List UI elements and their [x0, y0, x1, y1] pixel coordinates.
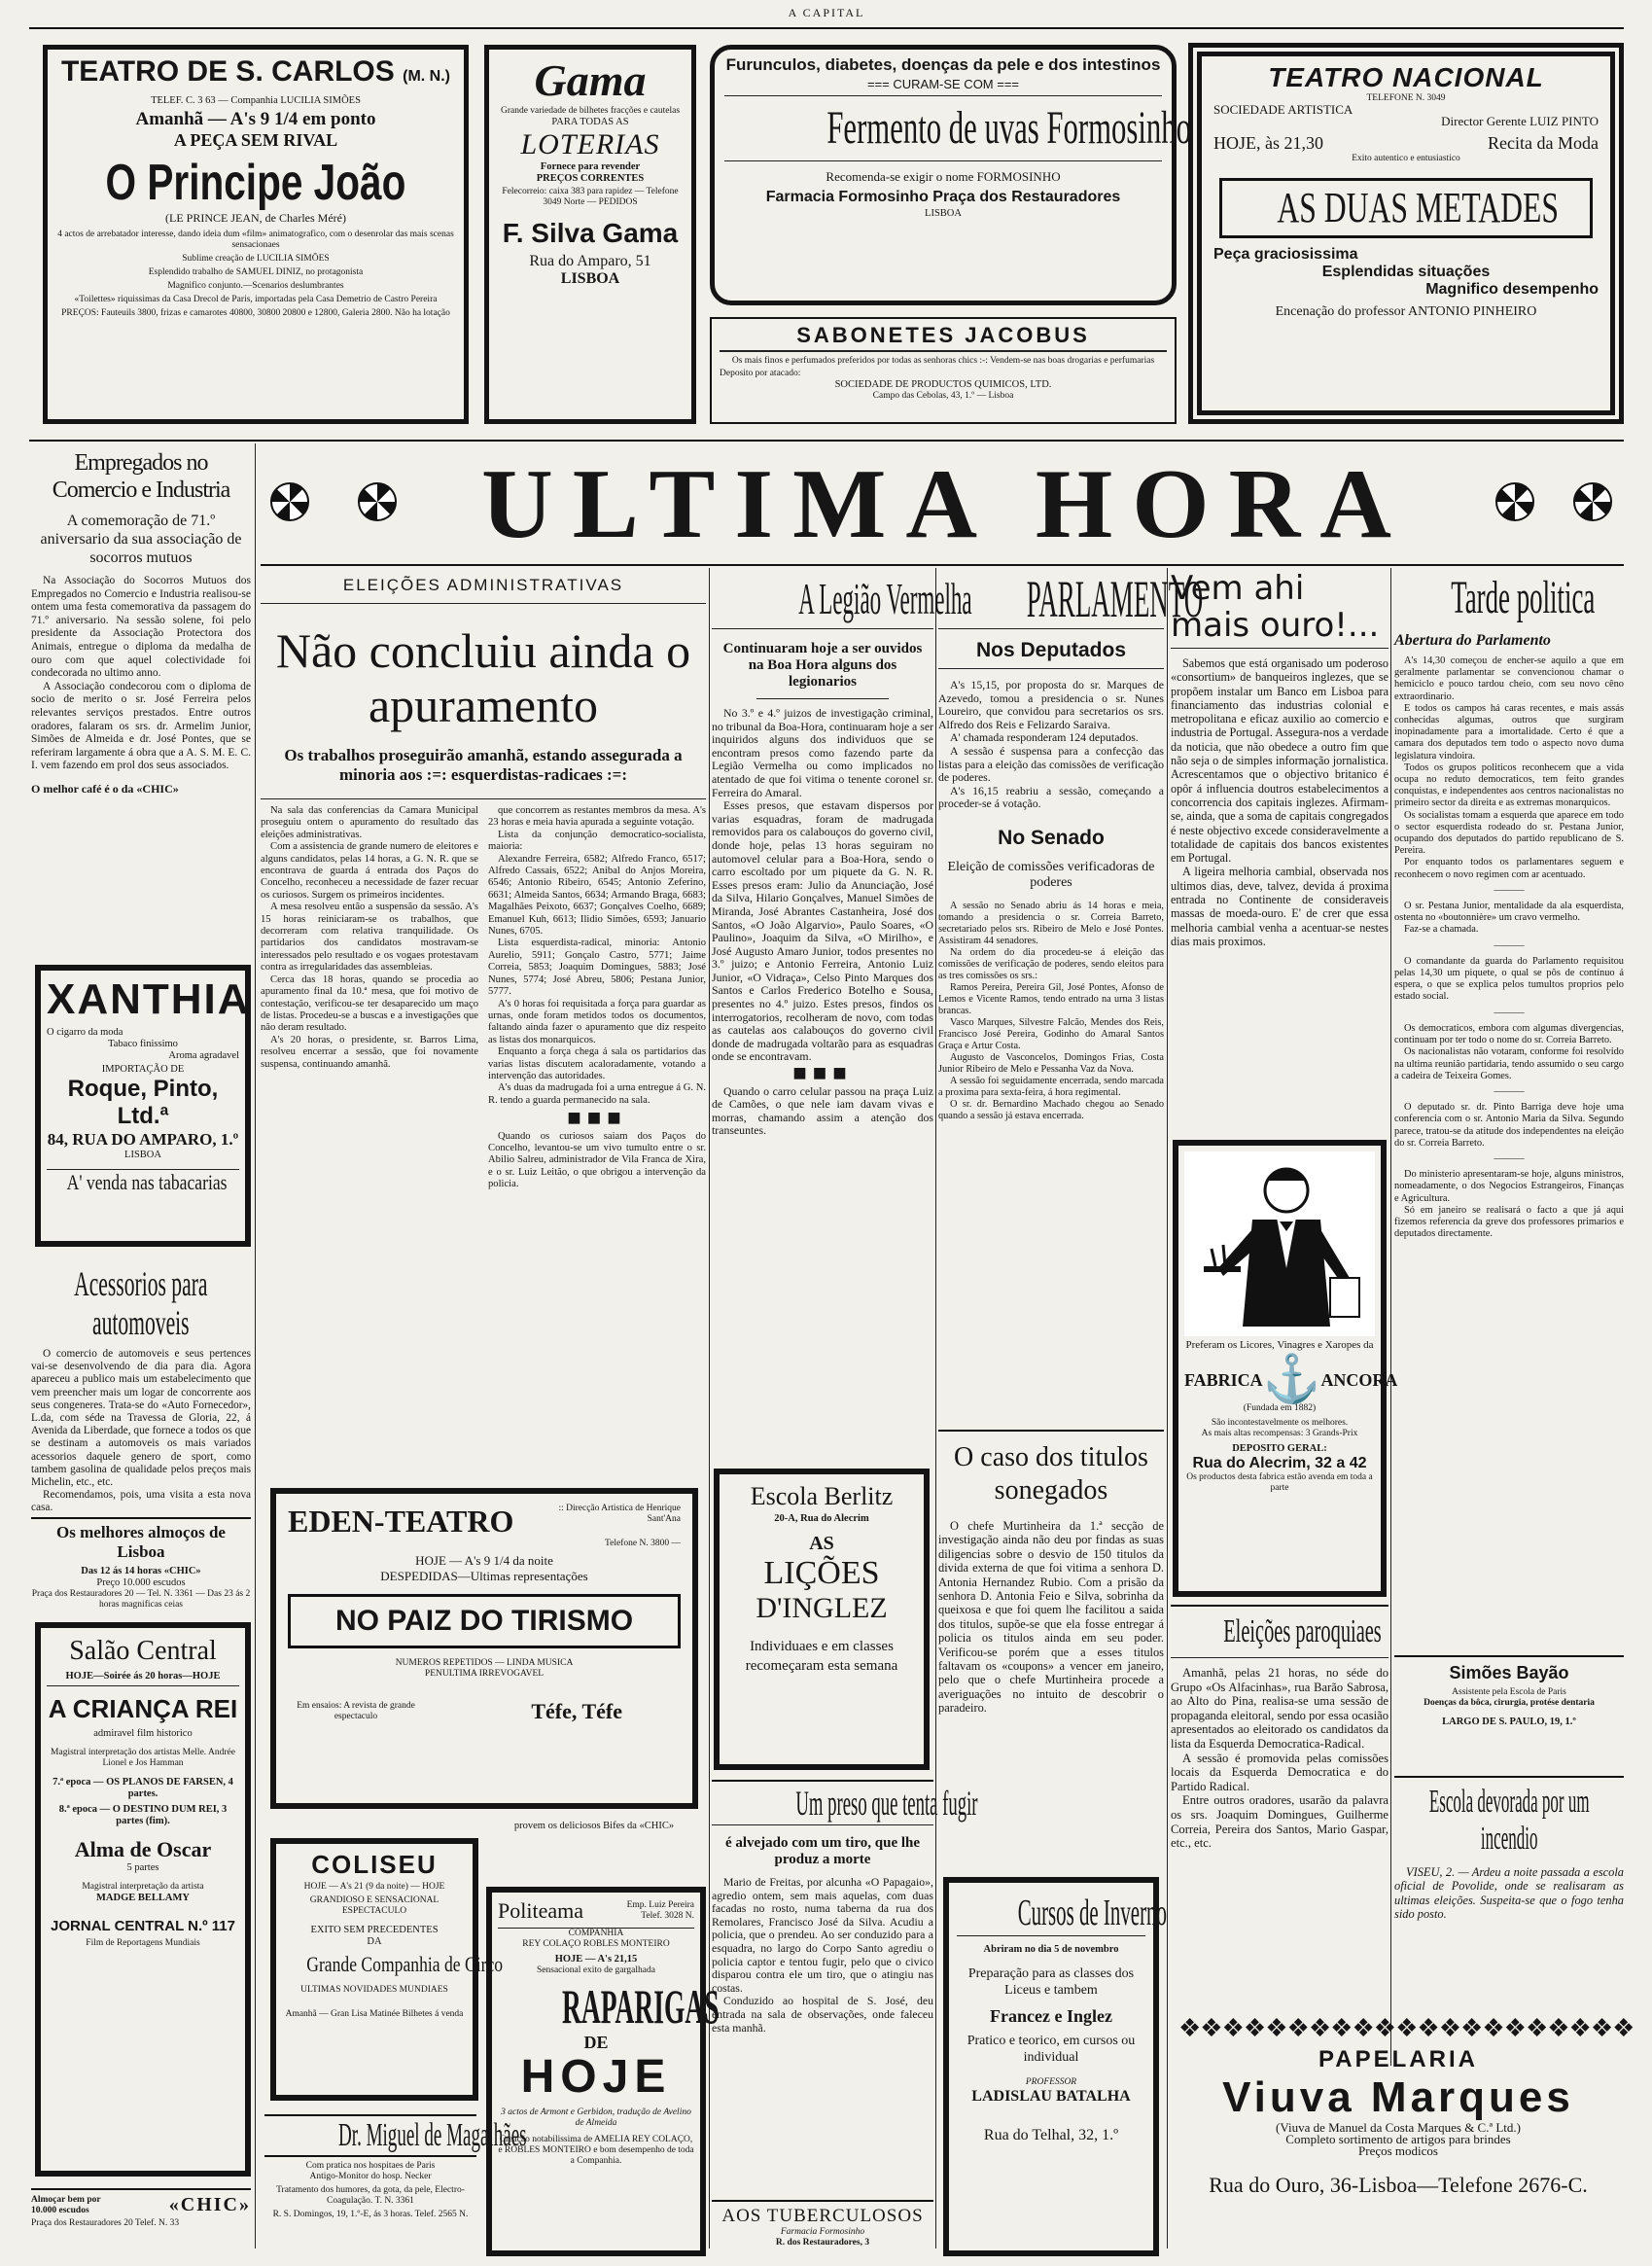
xanthia-line-1: O cigarro da moda [47, 1027, 123, 1038]
legiao-headline: A Legião Vermelha [798, 574, 972, 623]
parlamento-paragraph: A's 16,15 reabriu a sessão, começando a proceder-se á votação. [938, 783, 1164, 811]
article-parlamento [938, 570, 1204, 1426]
chic-bottom-line-1: Almoçar bem por 10.000 escudos [31, 2194, 101, 2215]
section-separator: ——— [1494, 1085, 1525, 1097]
sao-carlos-line-3: «Toilettes» riquissimas da Casa Drecol de Paris, importadas pela Casa Demetrio de Castro Pereira [74, 295, 438, 304]
eleicoes-paragraph: Na sala das conferencias da Camara Municipal proseguiu ontem o apuramento do resultado das eleições administrativas. [261, 805, 478, 840]
sabonetes-address: Campo das Cebolas, 43, 1.º — Lisboa [872, 391, 1014, 401]
gama-loterias: LOTERIAS [520, 128, 660, 160]
eleicoes-paragraph: que concorrem as restantes membros da mesa. A's 23 horas e meia havia apurada a seguinte votação. [488, 805, 706, 829]
vem-ouro-headline: Vem ahi mais ouro!... [1171, 570, 1388, 649]
ornament-border: ❖❖❖❖❖❖❖❖❖❖❖❖❖❖❖❖❖❖❖❖❖ [1178, 2014, 1634, 2042]
ad-sabonetes-jacobus [710, 317, 1177, 424]
coliseu-title: COLISEU [311, 1850, 438, 1879]
xanthia-title: XANTHIA [47, 975, 251, 1023]
cursos-line-4: Pratico e teorico, em cursos ou individual [967, 2034, 1136, 2065]
deck-rule [756, 698, 890, 699]
eden-phone: Telefone N. 3800 — [605, 1539, 681, 1548]
ancora-address: Rua do Alecrim, 32 a 42 [1192, 1455, 1367, 1471]
eleicoes-paragraph: A's duas da madrugada foi a urna entregue á G. N. R. tendo a guarda permanecido na sala. [488, 1082, 706, 1106]
eden-today: HOJE — A's 9 1/4 da noite [415, 1553, 553, 1568]
tarde-paragraph: Por enquanto todos os parlamentares seguem e reconhecem o novo regimen com ar acentuado. [1394, 857, 1624, 880]
berlitz-title: Escola Berlitz [750, 1482, 894, 1510]
parlamento-sub-2: No Senado [998, 826, 1105, 849]
ancora-line-2: As mais altas recompensas: 3 Grands-Prix [1201, 1429, 1358, 1438]
gama-address: Rua do Amparo, 51 [529, 253, 651, 269]
eleicoes-paragraph: A mesa resolveu então a suspensão da sessão. A's 15 horas reiniciaram-se os trabalhos, que decorreram com relativa tranquilidade. Os partidarios dos candidatos mostravam-se interessados pelo resultado e os vogaes protestavam contra as irregularidades das assembleias. [261, 902, 478, 974]
sao-carlos-tomorrow: Amanhã — A's 9 1/4 em ponto [135, 109, 376, 129]
sao-carlos-creation: Sublime creação de LUCILIA SIMÕES [182, 254, 330, 264]
ad-salao-central [35, 1622, 251, 2177]
ad-eden-teatro [270, 1488, 698, 1809]
top-ads-bottom-rule [29, 440, 1624, 442]
sao-carlos-line-2: Magnifico conjunto.—Scenarios deslumbrantes [167, 281, 344, 291]
politeama-line-4: Sensacional exito de gargalhada [537, 1965, 655, 1975]
nacional-line-1: Peça graciosissima [1213, 246, 1358, 263]
anchor-icon: ⚓ [1262, 1354, 1321, 1405]
paroquiaes-paragraph: A sessão é promovida pelas comissões locais da Esquerda Democratica e do Partido Radical. [1171, 1751, 1388, 1793]
fermento-city: LISBOA [925, 208, 962, 219]
article-empregados [31, 449, 251, 955]
cursos-prof-label: PROFESSOR [1025, 2077, 1077, 2087]
magalhaes-title: Dr. Miguel de Magalhães [338, 2117, 527, 2153]
eden-line-2: PENULTIMA IRREVOGAVEL [424, 1669, 545, 1679]
eden-next: Téfe, Téfe [531, 1699, 622, 1723]
coliseu-line-5: ULTIMAS NOVIDADES MUNDIAES [300, 1985, 448, 1995]
eleicoes-paragraph: Lista esquerdista-radical, minoria: Antonio Aurelio, 5911; Gonçalo Castro, 5771; Jaime Correia, 5853; Joaquim Domingues, 5883; José Nunes, 5774; José Abreu, 5806; Pestana Junior, 5777. [488, 938, 706, 998]
nacional-phone: TELEFONE N. 3049 [1366, 93, 1446, 103]
tarde-paragraph: O deputado sr. dr. Pinto Barriga deve hoje uma conferencia com o sr. Antonio Maria da Silva. Segundo parece, tratou-se da atitude dos independentes na eleição do sr. Correia Barreto. [1394, 1102, 1624, 1149]
waiter-illustration [1184, 1151, 1375, 1336]
coliseu-line-3: EXITO SEM PRECEDENTES [310, 1925, 439, 1935]
parlamento-paragraph: Na ordem do dia procedeu-se á eleição das comissões de verificação de poderes, sendo eleitos para as tres comissões os srs.: [938, 946, 1164, 981]
eleicoes-paragraph: Alexandre Ferreira, 6582; Alfredo Franco, 6517; Alfredo Cassais, 6522; Anibal do Anjos Moreira, 6546; Antonio Ribeiro, 6545; Antonio Zeferino, 6631; Almeida Santos, 6634; Armando Braga, 6683; Magalhães Peixoto, 6637; Gonçalves Coelho, 6689; Emanuel Kuh, 6613; Ilidio Simões, 6593; Januario Nunes, 6705. [488, 853, 706, 938]
sao-carlos-play: O Principe João [105, 155, 406, 211]
politeama-play-3: HOJE [520, 2051, 672, 2103]
empregados-paragraph: Na Associação do Socorros Mutuos dos Empregados no Comercio e Industria realisou-se ontem uma festa comemorativa da passagem do 71.º aniversario. Na sessão solene, foi pelo presidente da Associação Protectora dos Animais, entregue o diploma da medalha de ouro com que aquel colectividade foi condecorada no ultimo anno. [31, 575, 251, 680]
papelaria-address: Rua do Ouro, 36-Lisboa—Telefone 2676-C. [1209, 2173, 1588, 2197]
almocos-line-3: Praça dos Restauradores 20 — Tel. N. 3361 — Das 23 ás 2 horas magnificas ceias [31, 1589, 251, 1610]
simoes-line-1: Assistente pela Escola de Paris [1452, 1687, 1566, 1697]
coliseu-line-6: Amanhã — Gran Lisa Matinée Bilhetes á venda [285, 2009, 464, 2019]
ancora-line-3: Os productos desta fabrica estão avenda em toda a parte [1186, 1472, 1373, 1493]
papelaria-line-2: Completo sortimento de artigos para brindes [1285, 2132, 1511, 2146]
tarde-headline: Tarde politica [1451, 572, 1596, 623]
berlitz-address: 20-A, Rua do Alecrim [774, 1513, 869, 1524]
chic-bottom-brand: «CHIC» [168, 2194, 251, 2215]
chic-bottom-line-2: Praça dos Restauradores 20 Telef. N. 33 [31, 2218, 180, 2228]
salao-parts: 5 partes [126, 1862, 159, 1873]
tarde-paragraph: Os nacionalistas não votaram, conforme foi resolvido na ultima reunião partidaria, tendo assumido o seu cargo a cadeira de Teixeira Gomes. [1394, 1046, 1624, 1081]
legiao-paragraph: No 3.º e 4.º juizos de investigação criminal, no tribunal da Boa-Hora, continuaram hoje a ser inquiridos alguns dos individuos que se encontram presos como fazendo parte da Legião Vermelha ou como implicados no atentado de que foi vitima o tenente coronel sr. Ferreira do Amaral. [712, 706, 933, 799]
section-separator: ■■■ [792, 1061, 853, 1087]
cursos-prof: LADISLAU BATALHA [971, 2088, 1131, 2105]
sao-carlos-subtitle: (LE PRINCE JEAN, de Charles Méré) [165, 211, 346, 225]
fermento-recommend: Recomenda-se exigir o nome FORMOSINHO [826, 169, 1061, 184]
eleicoes-paragraph: A's 20 horas, o presidente, sr. Barros Lima, resolveu encerrar a sessão, que foi novamente suspensa, continuando amanhã. [261, 1034, 478, 1070]
papelaria-title: PAPELARIA [1318, 2046, 1478, 2072]
xanthia-firm: Roque, Pinto, Ltd.ª [67, 1076, 219, 1129]
ad-cursos-inverno [943, 1877, 1167, 2256]
magalhaes-line-4: R. S. Domingos, 19, 1.º-E, ás 3 horas. Telef. 2565 N. [272, 2210, 469, 2219]
politeama-line-1: COMPANHIA [498, 1928, 694, 1939]
fermento-headline: Furunculos, diabetes, doenças da pele e dos intestinos [725, 55, 1161, 74]
eleicoes-kicker: ELEIÇÕES ADMINISTRATIVAS [261, 570, 706, 604]
eleicoes-paragraph: Com a assistencia de grande numero de eleitores e alguns candidatos, pelas 14 horas, a G. N. R. que se encontrava de guarda á entrada dos Paços do Concelho, reconheceu a necessidade de fazer recuar os curiosos. Surgem os primeiros incidentes. [261, 841, 478, 901]
xanthia-importer: IMPORTAÇÃO DE [101, 1064, 185, 1075]
eden-line-1: NUMEROS REPETIDOS — LINDA MUSICA [395, 1658, 574, 1668]
berlitz-as: AS [809, 1533, 834, 1554]
section-separator: ——— [1494, 1007, 1525, 1018]
politeama-title: Politeama [498, 1898, 583, 1923]
coliseu-line-2: GRANDIOSO E SENSACIONAL ESPECTACULO [309, 1895, 439, 1916]
sao-carlos-badge: (M. N.) [403, 68, 450, 85]
caso-headline: O caso dos titulos sonegados [938, 1430, 1164, 1507]
paroquiaes-paragraph: Amanhã, pelas 21 horas, no séde do Grupo «Os Alfacinhas», rua Barão Sabrosa, ao Alto do Pina, realisa-se uma sessão de propaganda eleitoral, sendo por essa ocasião apresentados ao eleitorado os candidatos da lista da Esquerda Democratica-Radical. [1171, 1666, 1388, 1751]
ad-coliseu [270, 1838, 504, 2101]
ad-berlitz [714, 1469, 930, 1770]
vem-ouro-paragraph: A ligeira melhoria cambial, observada nos ultimos dias, deve, talvez, devida á proxima entrada no Continente de consideraveis massas de moeda-ouro. E' de crer que essa melhoria cambial venha a acentuar-se nestes dias mais proximos. [1171, 865, 1388, 948]
eleicoes-paragraph: Quando os curiosos saiam dos Paços do Concelho, levantou-se um vivo tumulto entre o sr. Abilio Salreu, administrador de Vila Franca de Xira, e o sr. Luiz Leitão, o que obrigou a intervenção da policia. [488, 1130, 706, 1190]
nacional-society: SOCIEDADE ARTISTICA [1213, 102, 1353, 117]
preso-deck: é alvejado com um tiro, que lhe produz a morte [724, 1835, 921, 1867]
eleicoes-deck: Os trabalhos proseguirão amanhã, estando assegurada a minoria aos :=: esquerdistas-radicaes :=: [284, 746, 683, 784]
parlamento-paragraph: A sessão foi seguidamente encerrada, sendo marcada a proxima para sexta-feira, á hora regimental. [938, 1075, 1164, 1098]
preso-paragraph: Conduzido ao hospital de S. José, deu entrada na sala de observações, onde faleceu esta manhã. [712, 1994, 933, 2035]
eleicoes-paragraph: Lista da conjunção democratico-socialista, maioria: [488, 829, 706, 853]
eden-play: NO PAIZ DO TIRISMO [288, 1594, 681, 1648]
cursos-line-3: Francez e Inglez [990, 2006, 1112, 2026]
ancora-caption: Preferam os Licores, Vinagres e Xaropes da [1185, 1339, 1374, 1351]
tarde-paragraph: O sr. Pestana Junior, mentalidade da ala esquerdista, ostenta no «boutonnière» um cravo vermelho. [1394, 901, 1624, 924]
column-rule [935, 568, 936, 2248]
caso-paragraph: O chefe Murtinheira da 1.ª secção de investigação ainda não deu por findas as suas diligencias sobre o desvio de 150 titulos da divida externa de que foi vitima a senhora D. Antonia Hernandez Rubio. Com a prisão da senhora D. Antonia Feio e Silva, sobrinha da queixosa e que foi quem lhe facilitou a saida dos titulos, supõe-se que ela fosse entregar á policia os titulos ainda em seu poder. Verificou-se porém que a esses titulos faltavam os «coupons» a vencer em janeiro, pelo que o chefe Murtinheira procede a averiguações no intuito de descobrir o paradeiro. [938, 1519, 1164, 1716]
sao-carlos-desc: 4 actos de arrebatador interesse, dando ideia dum «film» animatografico, com o desenrolar das mais scenas sensacionaes [57, 230, 454, 250]
deck-rule [261, 798, 706, 799]
nacional-line-2: Esplendidas situações [1321, 264, 1491, 280]
salao-today: HOJE—Soirée ás 20 horas—HOJE [47, 1671, 239, 1686]
politeama-line-3: HOJE — A's 21,15 [554, 1954, 638, 1965]
eden-direction: :: Direcção Artistica de Henrique Sant'Ana [558, 1504, 681, 1524]
eden-title: EDEN-TEATRO [288, 1504, 514, 1539]
parlamento-paragraph: A sessão no Senado abriu ás 14 horas e meia, tomando a presidencia o sr. Correia Barreto, secretariado pelos srs. Ribeiro de Melo e José Pontes. Assistiram 44 senadores. [938, 900, 1164, 946]
tuberculosos-line-2: Farmacia Formosinho [780, 2227, 865, 2237]
article-legiao [712, 570, 972, 1465]
sao-carlos-phone: TELEF. C. 3 63 — Companhia LUCILIA SIMÕES [151, 95, 361, 106]
pinwheel-icon [358, 482, 397, 521]
parlamento-sub-1: Nos Deputados [938, 639, 1164, 669]
salao-line-2: Magistral interpretação dos artistas Melle. Andrée Lionel e Jos Hamman [51, 1748, 235, 1768]
cursos-title: Cursos de Inverno [1017, 1893, 1167, 1933]
fermento-curam: CURAM-SE COM [893, 77, 994, 91]
salao-title: Salão Central [69, 1636, 217, 1666]
almocos-line-2: Preço 10.000 escudos [96, 1577, 186, 1588]
section-separator: ——— [1494, 884, 1525, 896]
empregados-subtitle: A comemoração de 71.º aniversario da sua associação de socorros mutuos [40, 513, 242, 566]
article-caso-titulos [938, 1430, 1164, 1867]
cursos-line-1: Abriram no dia 5 de novembro [983, 1944, 1119, 1955]
section-separator: ——— [1494, 939, 1525, 951]
ancora-brand-left: FABRICA [1184, 1369, 1263, 1390]
preso-paragraph: Mario de Freitas, por alcunha «O Papagaio», agredio ontem, sem mais aquelas, com duas facadas no rosto, numa taberna da rua dos Remolares, Francisco José da Silva. Acudiu a policia, que o prendeu. Ao ser conduzido para a esquadra, no largo do Corpo Santo agrediu o policia captor e tentou fugir, pelo que o civico disparou contra ele um tiro, que o atingiu nas costas. [712, 1875, 933, 1995]
berlitz-line-1: Individuaes e em classes recomeçaram esta semana [745, 1639, 898, 1674]
parlamento-headline: PARLAMENTO [1026, 570, 1204, 628]
fermento-product: Fermento de uvas Formosinho [826, 102, 1191, 154]
xanthia-line-3: Aroma agradavel [168, 1050, 239, 1061]
nacional-play: AS DUAS METADES [1277, 184, 1559, 231]
politeama-line-2: REY COLAÇO ROBLES MONTEIRO [522, 1939, 670, 1949]
parlamento-sub-2-deck: Eleição de comissões verificadoras de poderes [947, 859, 1155, 890]
politeama-play-1: RAPARIGAS [562, 1979, 720, 2034]
section-separator: ■■■ [567, 1106, 627, 1132]
ultima-hora-title: ULTIMA HORA [481, 449, 1411, 559]
ancora-deposit: DEPOSITO GERAL: [1232, 1443, 1327, 1454]
salao-alma: Alma de Oscar [74, 1837, 212, 1861]
ancora-founded: (Fundada em 1882) [1243, 1403, 1317, 1413]
sao-carlos-prices: PREÇOS: Fauteuils 3800, frizas e camarotes 40800, 30800 20800 e 12800, Galeria 2800. Não ha lotação [61, 308, 450, 318]
acessorios-title: Acessorios para automoveis [74, 1264, 208, 1342]
salao-line-4: 8.ª epoca — O DESTINO DUM REI, 3 partes (fim). [58, 1804, 228, 1826]
empregados-chic-line: O melhor café é o da «CHIC» [31, 781, 179, 796]
gama-line-3: Fornece para revender [540, 161, 641, 172]
magalhaes-line-2: Antigo-Monitor do hosp. Necker [309, 2172, 432, 2181]
ad-politeama [486, 1887, 720, 2256]
ultima-hora-banner [261, 447, 1624, 564]
sabonetes-title: SABONETES JACOBUS [720, 323, 1167, 352]
salao-line-6: Film de Reportagens Mundiais [86, 1938, 200, 1948]
tarde-paragraph: Faz-se a chamada. [1404, 924, 1479, 936]
banner-bottom-rule [261, 564, 1624, 566]
ad-chic-bottom [31, 2188, 251, 2256]
cursos-address: Rua do Telhal, 32, 1.º [983, 2127, 1119, 2143]
coliseu-line-1: HOJE — A's 21 (9 da noite) — HOJE [303, 1882, 445, 1892]
empregados-paragraph: A Associação condecorou com o diploma de socio de merito o sr. José Ferreira pelos relevantes serviços prestados. Entre outros oradores, falaram os srs. dr. Armelim Junior, Simões de Almeida e dr. José Pontes, que se referiram largamente á obra que a A. S. M. E. C. I. vem fazendo em prol dos seus associados. [31, 680, 251, 772]
parlamento-paragraph: Vasco Marques, Silvestre Falcão, Mendes dos Reis, Francisco José Pereira, Godinho do Amaral Santos Graça e Artur Costa. [938, 1016, 1164, 1051]
nacional-today: HOJE, às 21,30 [1213, 133, 1323, 153]
coliseu-company: Grande Companhia de Circo [306, 1952, 504, 1976]
papelaria-line-1: (Viuva de Manuel da Costa Marques & C.ª Ltd.) [1276, 2120, 1521, 2135]
politeama-line-6: Creação notabilissima de AMELIA REY COLAÇO, e ROBLES MONTEIRO e bom desempenho de toda a Companhia. [498, 2135, 694, 2166]
parlamento-paragraph: A sessão é suspensa para a confecção das listas para a eleição das comissões de verificação de poderes. [938, 743, 1164, 785]
acessorios-paragraph: O comercio de automoveis e seus pertences vai-se desenvolvendo de dia para dia. Agora apareceu a publico mais um estabelecimento que vem preencher mais um logar de concorrente aos seus congeneres. Trata-se do «Auto Fornecedor», L.da, com séde na Travessa de Gloria, 22, á Avenida da Liberdade, que fornece a todos os que se destinam a automoveis os mais variados acessorios daquele genero de sport, como tambem gasolina de qualidade pelos preços mais Michelin, etc., etc. [31, 1348, 251, 1489]
gama-logo: Gama [534, 55, 647, 105]
gama-line-5: Felecorreio: caixa 383 para rapidez — Telefone 3049 Norte — PEDIDOS [502, 187, 679, 207]
salao-film: A CRIANÇA REI [48, 1694, 238, 1723]
parlamento-paragraph: O sr. dr. Bernardino Machado chegou ao Senado quando a sessão já estava encerrada. [938, 1098, 1164, 1121]
column-rule [1390, 568, 1391, 2066]
ad-gama [484, 45, 696, 424]
simoes-address: LARGO DE S. PAULO, 19, 1.º [1442, 1717, 1576, 1727]
magalhaes-line-3: Tratamento dos humores, da gota, da pele, Electro-Coagulação. T. N. 3361 [276, 2185, 465, 2206]
header-rule [29, 27, 1624, 29]
politeama-play-2: DE [583, 2033, 609, 2052]
nacional-title: TEATRO NACIONAL [1268, 62, 1544, 92]
tarde-paragraph: Do ministerio apresentaram-se hoje, alguns ministros, nomeadamente, o dos Negocios Estrangeiros, Finanças e Agricultura. [1394, 1169, 1624, 1204]
sao-carlos-tagline: A PEÇA SEM RIVAL [173, 130, 338, 150]
xanthia-address: 84, RUA DO AMPARO, 1.º [47, 1130, 239, 1149]
salao-jornal: JORNAL CENTRAL N.º 117 [51, 1918, 235, 1934]
politeama-owner: Emp. Luiz Pereira Telef. 3028 N. [626, 1900, 694, 1921]
article-vem-ouro [1171, 570, 1388, 1134]
tarde-sub: Abertura do Parlamento [1394, 632, 1551, 649]
left-column-rule [255, 443, 256, 2248]
nacional-staging: Encenação do professor ANTONIO PINHEIRO [1275, 304, 1537, 319]
article-preso [712, 1780, 978, 2208]
eleicoes-headline: Não concluiu ainda o apuramento [275, 623, 691, 732]
ad-magalhaes [261, 2110, 527, 2256]
parlamento-paragraph: Ramos Pereira, Pereira Gil, José Pontes, Afonso de Lemos e Vicente Ramos, tendo entrado na urna 3 listas brancas. [938, 981, 1164, 1016]
sabonetes-text: Os mais finos e perfumados preferidos por todas as senhoras chics :-: Vendem-se nas boas drogarias e perfumarias [731, 356, 1155, 366]
tarde-paragraph: Os socialistas tomam a esquerda que aparece em todo o sector esquerdista rodeado do sr. Pestana Junior, ocupando dos deputados do partido republicano de S. Pereira. [1394, 809, 1624, 857]
article-acessorios [31, 1264, 251, 1514]
tuberculosos-line-1: AOS TUBERCULOSOS [721, 2206, 924, 2226]
ad-fabrica-ancora [1173, 1140, 1398, 1597]
section-separator: ——— [1494, 1152, 1525, 1164]
nacional-line-3: Magnifico desempenho [1425, 281, 1599, 298]
legiao-deck: Continuaram hoje a ser ouvidos na Boa Hora alguns dos legionarios [722, 641, 923, 690]
coliseu-line-4: DA [367, 1936, 382, 1947]
magalhaes-line-1: Com pratica nos hospitaes de Paris [305, 2161, 436, 2171]
pinwheel-icon [1573, 482, 1612, 521]
eleicoes-paragraph: Enquanto a força chega á sala os partidarios das varias listas discutem acaloradamente, votando a intervenção das autoridades. [488, 1046, 706, 1081]
salao-line-3: 7.ª epoca — OS PLANOS DE FARSEN, 4 partes. [53, 1777, 233, 1799]
ancora-line-1: São incontestavelmente os melhores. [1211, 1418, 1349, 1428]
almocos-title: Os melhores almoços de Lisboa [31, 1517, 251, 1562]
sao-carlos-title: TEATRO DE S. CARLOS [60, 55, 395, 88]
gama-city: LISBOA [560, 270, 620, 287]
xanthia-line-2: Tabaco finissimo [108, 1039, 178, 1049]
article-tarde-politica [1394, 570, 1624, 1640]
simoes-name: Simões Bayão [1449, 1663, 1569, 1682]
coliseu-banner-line: provem os deliciosos Bifes da «CHIC» [513, 1821, 675, 1831]
gama-name: F. Silva Gama [502, 218, 679, 248]
tarde-paragraph: O comandante da guarda do Parlamento requisitou pelas 14,30 um piquete, o qual se pôs de contínuo á espera, o que se explica pelos tumultos proprios pelo estado social. [1394, 955, 1624, 1003]
salao-line-1: admiravel film historico [93, 1728, 193, 1739]
article-escola-devorada [1394, 1776, 1624, 1961]
sao-carlos-line-1: Esplendido trabalho de SAMUEL DINIZ, no protagonista [148, 267, 364, 277]
xanthia-sale: A' venda nas tabacarias [66, 1170, 228, 1194]
tarde-paragraph: Os democraticos, embora com algumas divergencias, continuam por ter todo o nome do sr. Correia Barreto. [1394, 1022, 1624, 1046]
salao-artist: MADGE BELLAMY [96, 1893, 190, 1903]
article-eleicoes-paroquiaes [1171, 1605, 1388, 2003]
sabonetes-deposit-label: Deposito por atacado: [720, 369, 801, 378]
vem-ouro-paragraph: Sabemos que está organisado um poderoso «consortium» de banqueiros inglezes, que se propõem instalar um Banco em Lisboa para financiamento das industrias colonial e metropolitana e eficaz auxilio ao comercio e industria de Portugal. Assegura-nos a verdade da noticia, que não obedece a outro fim que não seja o de simples informação jornalistica. Acrescentamos que o objectivo britanico é opôr á influencia doutros estabelecimentos a concorrencia dos capitais inglezes. Afirmam-se, ainda, que a soma de capitais congregados é neste objectivo excede consideravelmente a totalidade de capitais dos bancos existentes em Portugal. [1171, 656, 1388, 866]
paroquiaes-paragraph: Entre outros oradores, usarão da palavra os srs. Joaquim Domingues, Guilherme Correia, Pereira dos Santos, Mario Gaspar, etc., etc. [1171, 1793, 1388, 1851]
berlitz-licoes: LIÇÕES [763, 1555, 880, 1591]
nacional-director: Director Gerente LUIZ PINTO [1441, 114, 1599, 128]
sabonetes-company: SOCIEDADE DE PRODUCTOS QUIMICOS, LTD. [834, 379, 1052, 390]
gama-line-1: Grande variedade de bilhetes fracções e cautelas [500, 106, 681, 116]
cursos-line-2: Preparação para as classes dos Liceus e tambem [967, 1966, 1135, 1998]
almocos-line-1: Das 12 ás 14 horas «CHIC» [81, 1566, 201, 1576]
tarde-paragraph: Só em janeiro se realisará o facto a que já aqui fizemos referencia da greve dos professores primarios e deputados directamente. [1394, 1204, 1624, 1240]
legiao-paragraph: Esses presos, que estavam dispersos por varias esquadras, foram de madrugada removidos para os calabouços do governo civil, donde hoje, pelas 13 horas seguiram no automovel celular para a Boa-Hora, sendo o carro escoltado por um piquete da G. N. R. Esses presos eram: Julio da Anunciação, José da Silva, Hilario Gonçalves, Manuel Simões de Miranda, José Abrantes Castanheira, José dos Santos, «O João Algarvio», Paulo Soares, «O Paulino», Joaquim da Silva, «O Mirilho», e José Augusto Amaro Junior, todos presentes no 3.º juizo; e Antonio Ferreira, Antonio Luiz Junior, «O Vidraça», Celso Pinto Marques dos Santos e Carlos Frederico Botelho e Sousa, presentes no 4.º juizo. Estes presos, findos os interrogatorios, recolheram de novo, com todas as cautelas aos calabouços do governo civil donde de madrugada voltarão para as esquadras onde se encontravam. [712, 798, 933, 1064]
xanthia-city: LISBOA [124, 1150, 161, 1160]
parlamento-paragraph: Augusto de Vasconcelos, Domingos Frias, Costa Junior Ribeiro de Melo e Pessanha Vaz da Nova. [938, 1051, 1164, 1075]
politeama-line-5: 3 actos de Armont e Gerbidon, tradução de Avelino de Almeida [501, 2107, 691, 2128]
eden-farewell: DESPEDIDAS—Ultimas representações [380, 1569, 588, 1583]
legiao-paragraph: Quando o carro celular passou na praça Luiz de Camões, o que nele iam davam vivas e morras, chamando assim a atenção dos transeuntes. [712, 1083, 933, 1138]
ad-teatro-nacional [1188, 43, 1624, 424]
ancora-brand-right: ANCORA [1320, 1369, 1398, 1390]
simoes-line-2: Doenças da bôca, cirurgia, protése dentaria [1424, 1698, 1595, 1708]
column-rule [1167, 568, 1168, 2248]
empregados-title: Empregados no Comercio e Industria [52, 450, 230, 503]
ad-fermento-formosinho: Furunculos, diabetes, doenças da pele e dos intestinos === CURAM-SE COM === Fermento de uvas Formosinho Recomenda-se exigir o nome FORMOSINHO Farmacia Formosinho Praça dos Restauradores LISBOA [710, 45, 1177, 305]
preso-headline: Um preso que tenta fugir [795, 1784, 978, 1823]
acessorios-paragraph: Recomendamos, pois, uma visita a esta nova casa. [31, 1489, 251, 1514]
tarde-paragraph: E todos os campos há caras recentes, e mais assás conhecidas algumas, outros que surgiram inopinadamente para a imortalidade. Certo é que a camara dos deputados tem todo o aspecto novo duma legislatura vindoira. [1394, 702, 1624, 761]
fermento-pharmacy: Farmacia Formosinho Praça dos Restauradores [765, 189, 1121, 205]
nacional-recita: Recita da Moda [1488, 133, 1599, 153]
ad-xanthia [35, 965, 251, 1247]
tuberculosos-line-3: R. dos Restauradores, 3 [775, 2238, 870, 2248]
ad-almocos [31, 1517, 251, 1614]
tarde-paragraph: Todos os grupos politicos reconhecem que a vida ocupa no reduto democraticos, tem feito grandes conquistas, e independentes aos centros nacionalistas no primeiro sector da direita e as extremas monarquicos. [1394, 761, 1624, 809]
ad-papelaria [1173, 2013, 1634, 2256]
parlamento-paragraph: A' chamada responderam 124 deputados. [950, 730, 1139, 745]
tarde-paragraph: A's 14,30 começou de encher-se aquilo a que em geralmente parlamentar se convencionou chamar o hemiciclo e pouco tardou cheio, com seu novo cêno extraordinario. [1394, 655, 1624, 702]
berlitz-dinglez: D'INGLEZ [756, 1592, 888, 1624]
ad-teatro-sao-carlos [43, 45, 469, 424]
pinwheel-icon [270, 482, 309, 521]
pinwheel-icon [1495, 482, 1534, 521]
parlamento-paragraph: A's 15,15, por proposta do sr. Marques de Azevedo, tomou a presidencia o sr. Nunes Loureiro, que convidou para secretarios os srs. Alfredo dos Reis e Felizardo Saraiva. [938, 678, 1164, 731]
eden-line-3: Em ensaios: A revista de grande espectaculo [297, 1701, 415, 1721]
escola-devorada-headline: Escola devorada por um incendio [1428, 1784, 1590, 1857]
running-header: A CAPITAL [788, 6, 865, 19]
paroquiaes-headline: Eleições paroquiaes [1223, 1613, 1382, 1649]
papelaria-name: Viuva Marques [1222, 2073, 1574, 2121]
salao-line-5: Magistral interpretação da artista [82, 1882, 204, 1892]
papelaria-line-3: Preços modicos [1358, 2143, 1438, 2158]
eleicoes-paragraph: A's 0 horas foi requisitada a força para guardar as urnas, onde foram metidos todos os documentos, faltando ainda fazer o apuramento que diz respeito as listas dos monarquicos. [488, 998, 706, 1045]
nacional-exito: Exito autentico e entusiastico [1352, 154, 1460, 163]
eleicoes-paragraph: Cerca das 18 horas, quando se procedia ao apuramento final da 10.ª mesa, que foi motivo de contestação, verificou-se ter desaparecido um maço de listas. Procedeu-se a buscas e a investigações que não deram resultado. [261, 974, 478, 1034]
ad-simoes-bayao [1394, 1655, 1624, 1770]
ad-tuberculosos [712, 2200, 933, 2258]
gama-line-4: PREÇOS CORRENTES [536, 173, 645, 184]
gama-line-2: PARA TODAS AS [551, 117, 629, 127]
article-eleicoes [261, 570, 706, 1465]
escola-devorada-body: VISEU, 2. — Ardeu a noite passada a escola oficial de Povolide, onde se realisaram as ultimas eleições. Suspeita-se que o fogo tenha sido posto. [1394, 1865, 1624, 1922]
